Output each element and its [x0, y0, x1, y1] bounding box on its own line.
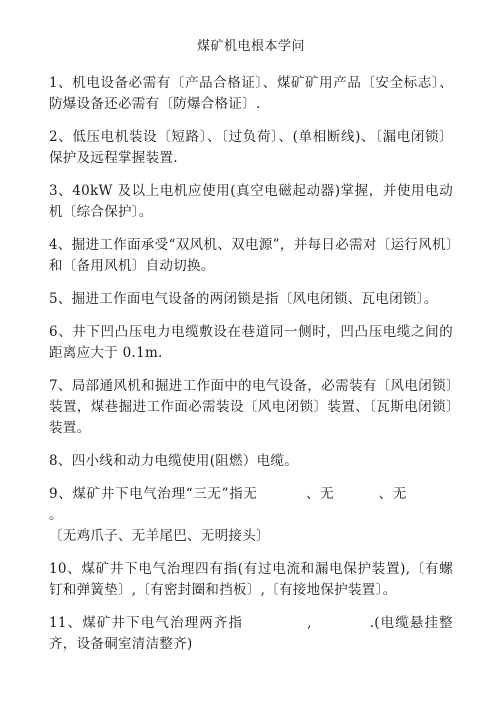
item-9-separator: 、无 — [305, 486, 335, 502]
item-11-answer: .(电缆悬挂整齐，设备硐室清洁整齐) — [49, 615, 453, 652]
list-item-1: 1、机电设备必需有〔产品合格证〕、煤矿矿用产品〔安全标志〕、防爆设备还必需有〔防爆合格证〕. — [49, 75, 453, 112]
list-item-5: 5、掘进工作面电气设备的两闭锁是指〔风电闭锁、瓦电闭锁〕。 — [49, 291, 438, 307]
item-11-text: 11、煤矿井下电气治理两齐指 — [49, 615, 244, 631]
item-9-answer: 〔无鸡爪子、无羊尾巴、无明接头〕 — [49, 528, 270, 544]
list-item-7: 7、局部通风机和掘进工作面中的电气设备，必需装有〔风电闭锁〕装置，煤巷掘进工作面必需装设〔风电闭锁〕装置、〔瓦斯电闭锁〕装置。 — [49, 378, 453, 436]
list-item-6: 6、井下凹凸压电力电缆敷设在巷道同一侧时，凹凸压电缆之间的距离应大于 0.1m. — [49, 324, 453, 361]
page-title: 煤矿机电根本学问 — [196, 39, 305, 54]
list-item-3: 3、40kW 及以上电机应使用(真空电磁起动器)掌握，并使用电动机〔综合保护〕。 — [49, 183, 453, 220]
item-11-separator: , — [307, 615, 312, 631]
item-9-end: 。 — [49, 507, 63, 523]
list-item-11 — [49, 613, 453, 655]
list-item-4: 4、掘进工作面承受“双风机、双电源”，并每日必需对〔运行风机〕和〔备用风机〕自动切换。 — [49, 237, 453, 274]
list-item-9 — [49, 484, 453, 547]
list-item-2: 2、低压电机装设〔短路〕、〔过负荷〕、(单相断线)、〔漏电闭锁〕保护及远程掌握装置. — [49, 129, 453, 166]
list-item-10: 10、煤矿井下电气治理四有指(有过电流和漏电保护装置),〔有螺钉和弹簧垫〕,〔有密封圈和挡板〕,〔有接地保护装置〕。 — [49, 561, 453, 598]
list-item-8: 8、四小线和动力电缆使用(阻燃）电缆。 — [49, 453, 299, 469]
item-9-separator: 、无 — [378, 486, 407, 502]
item-9-text: 9、煤矿井下电气治理“三无”指无 — [49, 486, 258, 502]
